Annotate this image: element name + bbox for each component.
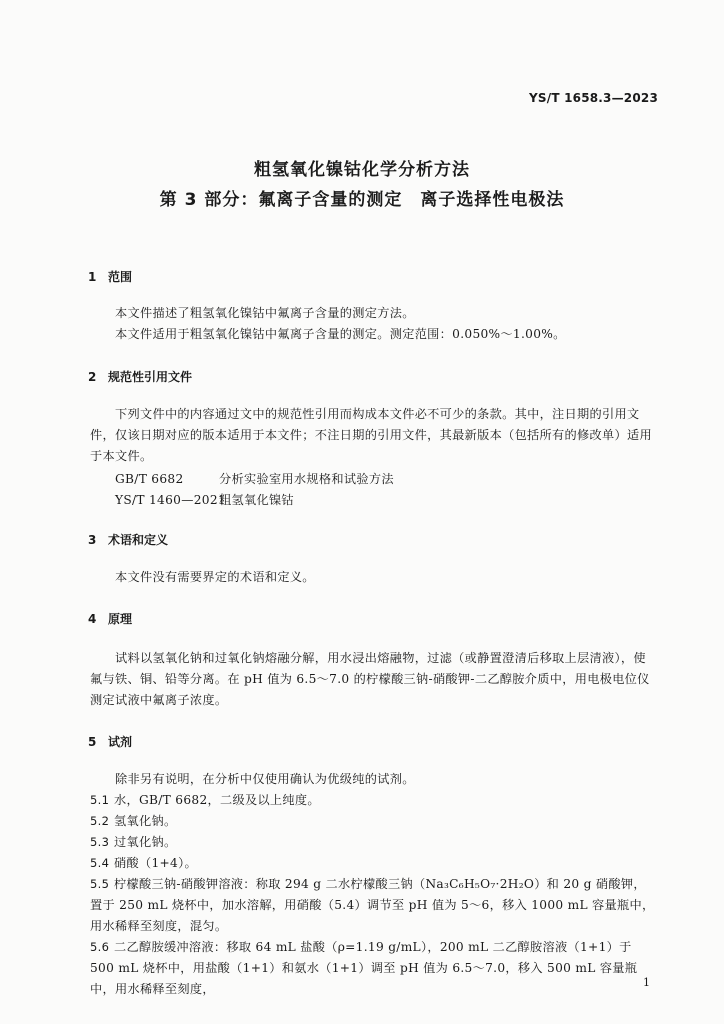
- clause-text: 二乙醇胺缓冲溶液：移取 64 mL 盐酸（ρ=1.19 g/mL），200 mL 二乙醇胺溶液（1+1）于 500 mL 烧杯中，用盐酸（1+1）和氨水（1+1）调至 pH 值为 6.5～7.0，移入 500 mL 容量瓶中，用水稀释至刻度，: [90, 940, 638, 996]
- reagent-clause: [90, 832, 656, 853]
- reagent-clause: [90, 874, 656, 937]
- section-4-heading: [88, 610, 132, 627]
- clause-number: 5.3: [90, 835, 110, 849]
- section-title: 范围: [108, 270, 133, 284]
- reagent-clause: [90, 937, 656, 1000]
- normative-reference: [115, 470, 394, 487]
- section-number: 3: [88, 533, 97, 547]
- section-number: 1: [88, 270, 97, 284]
- title-line-2: 第 3 部分：氟离子含量的测定 离子选择性电极法: [159, 190, 565, 210]
- section-title: 原理: [108, 612, 133, 626]
- reagent-clause: [90, 811, 656, 832]
- clause-number: 5.5: [90, 877, 110, 891]
- page-number: 1: [643, 976, 650, 989]
- reference-title: 粗氢氧化镍钴: [219, 493, 294, 507]
- section-2-paragraph-1: 下列文件中的内容通过文中的规范性引用而构成本文件必不可少的条款。其中，注日期的引用文件，仅该日期对应的版本适用于本文件；不注日期的引用文件，其最新版本（包括所有的修改单）适用于本文件。: [90, 407, 652, 463]
- section-title: 规范性引用文件: [108, 370, 193, 384]
- clause-text: 过氧化钠。: [114, 835, 177, 849]
- title-line-1: 粗氢氧化镍钴化学分析方法: [254, 160, 470, 180]
- section-1-paragraph-2: 本文件适用于粗氢氧化镍钴中氟离子含量的测定。测定范围：0.050%～1.00%。: [115, 327, 566, 341]
- section-number: 4: [88, 612, 97, 626]
- normative-reference: [115, 491, 294, 508]
- clause-number: 5.4: [90, 856, 110, 870]
- clause-text: 水，GB/T 6682，二级及以上纯度。: [114, 793, 320, 807]
- section-1-paragraph-1: 本文件描述了粗氢氧化镍钴中氟离子含量的测定方法。: [115, 306, 415, 320]
- reagent-clause: [90, 853, 656, 874]
- section-3-paragraph-1: 本文件没有需要界定的术语和定义。: [115, 570, 315, 584]
- section-4-paragraph-1: 试料以氢氧化钠和过氧化钠熔融分解，用水浸出熔融物，过滤（或静置澄清后移取上层清液），使氟与铁、铜、铅等分离。在 pH 值为 6.5～7.0 的柠檬酸三钠-硝酸钾-二乙醇胺介质中，用电极电位仪测定试液中氟离子浓度。: [90, 651, 650, 707]
- reagent-clause: [90, 790, 656, 811]
- section-5-paragraph-1: 除非另有说明，在分析中仅使用确认为优级纯的试剂。: [115, 772, 415, 786]
- clause-number: 5.1: [90, 793, 110, 807]
- section-title: 试剂: [108, 735, 133, 749]
- section-number: 2: [88, 370, 97, 384]
- clause-number: 5.2: [90, 814, 110, 828]
- section-title: 术语和定义: [108, 533, 169, 547]
- standard-code: YS/T 1658.3—2023: [529, 91, 658, 105]
- reference-code: YS/T 1460—2021: [115, 493, 226, 507]
- section-5-heading: [88, 733, 132, 750]
- clause-number: 5.6: [90, 940, 110, 954]
- reference-code: GB/T 6682: [115, 472, 184, 486]
- section-3-heading: [88, 531, 168, 548]
- clause-text: 柠檬酸三钠-硝酸钾溶液：称取 294 g 二水柠檬酸三钠（Na₃C₆H₅O₇·2H₂O）和 20 g 硝酸钾，置于 250 mL 烧杯中，加水溶解，用硝酸（5.4）调节至 pH 值为 5～6，移入 1000 mL 容量瓶中，用水稀释至刻度，混匀。: [90, 877, 655, 933]
- reference-title: 分析实验室用水规格和试验方法: [219, 472, 394, 486]
- clause-text: 氢氧化钠。: [114, 814, 177, 828]
- clause-text: 硝酸（1+4）。: [114, 856, 197, 870]
- section-number: 5: [88, 735, 97, 749]
- section-2-heading: [88, 368, 192, 385]
- section-1-heading: [88, 268, 132, 285]
